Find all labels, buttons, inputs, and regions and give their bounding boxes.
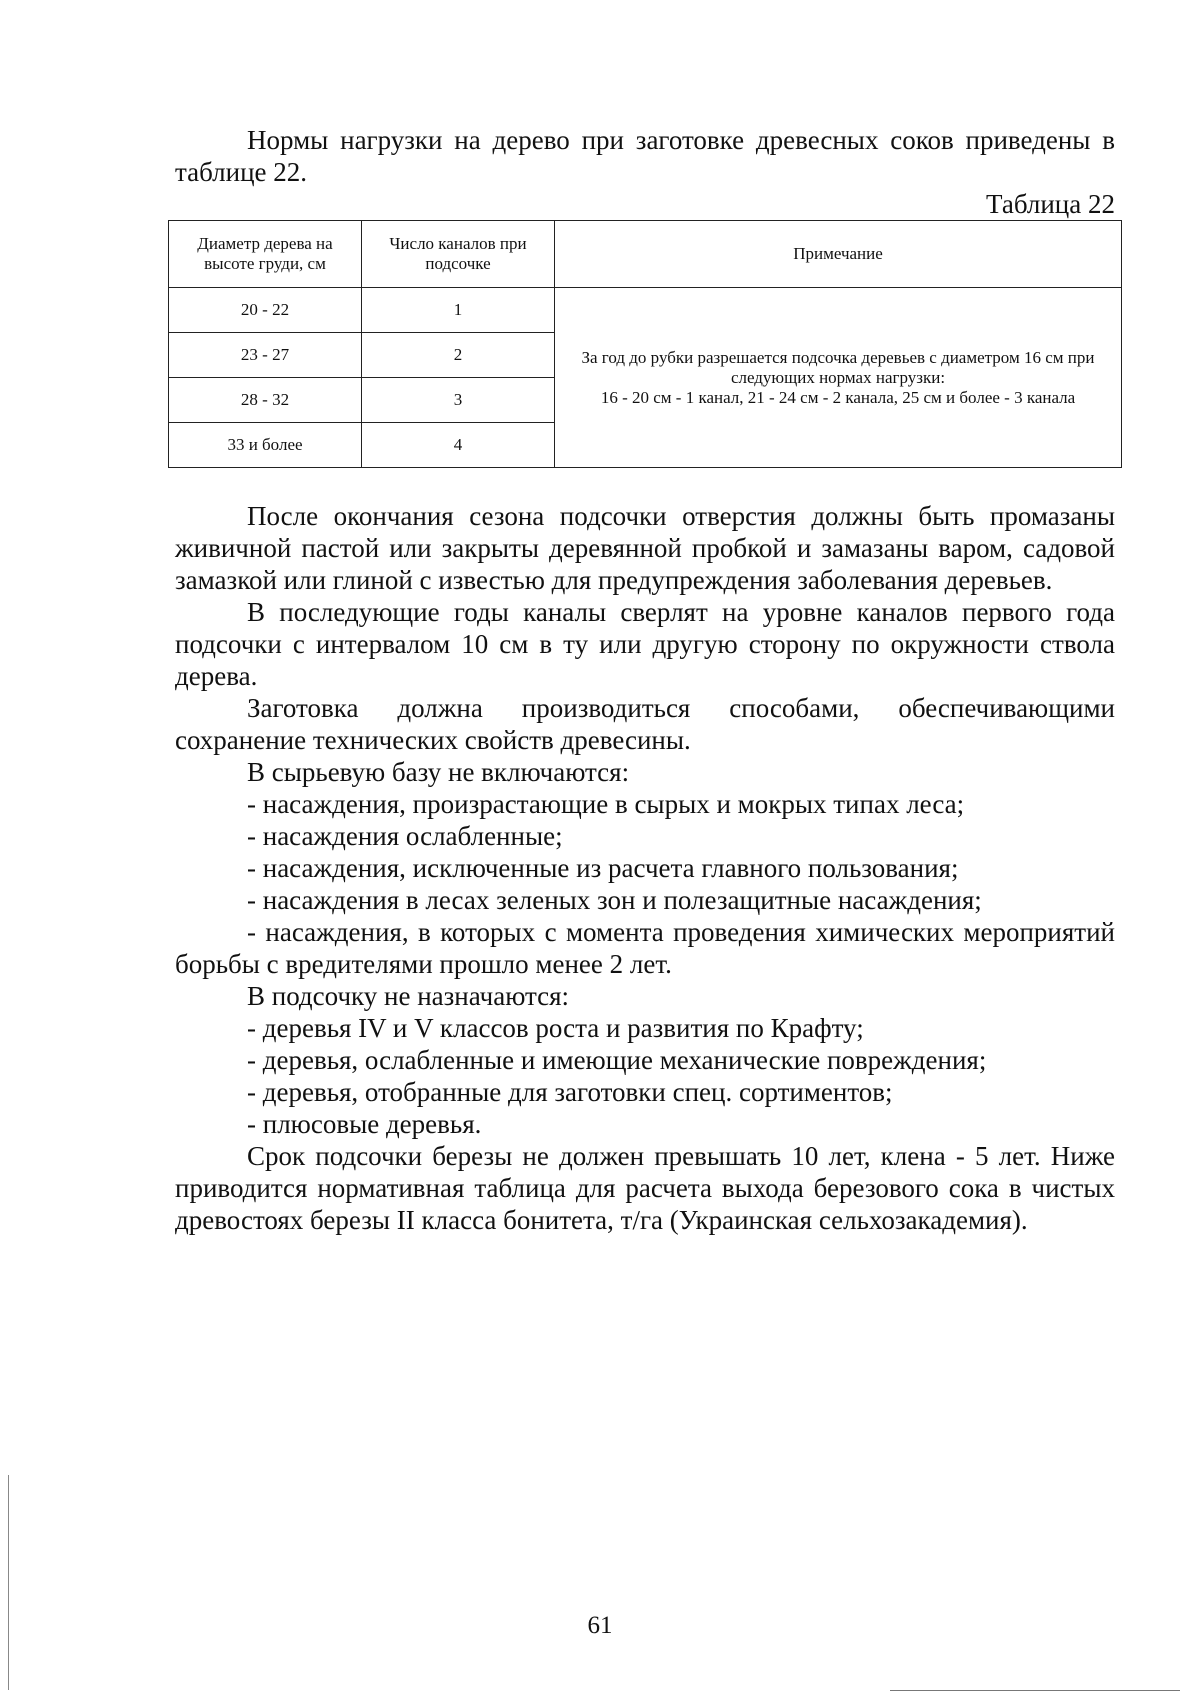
scan-edge-mark — [890, 1690, 1180, 1691]
paragraph: После окончания сезона подсочки отверстия должны быть промазаны живичной пастой или закрыты деревянной пробкой и замазаны варом, садовой замазкой или глиной с известью для предупреждения заболевания деревьев. — [175, 501, 1115, 595]
intro-paragraph — [175, 124, 1115, 188]
intro-text: Нормы нагрузки на дерево при заготовке древесных соков приведены в таблице 22. — [175, 125, 1115, 187]
list-item: - насаждения, произрастающие в сырых и мокрых типах леса; — [247, 789, 965, 819]
header-channels: Число каналов при подсочке — [362, 221, 555, 288]
table-header-row — [169, 221, 1122, 288]
page-number: 61 — [587, 1612, 613, 1639]
list-item: - насаждения, в которых с момента проведения химических мероприятий борьбы с вредителями прошло менее 2 лет. — [175, 917, 1115, 979]
cell-diameter: 20 - 22 — [169, 288, 362, 333]
list-item: - насаждения, исключенные из расчета главного пользования; — [247, 853, 959, 883]
note-line-1: За год до рубки разрешается подсочка деревьев с диаметром 16 см при следующих нормах нагрузки: — [581, 347, 1095, 387]
cell-note — [555, 288, 1122, 468]
cell-diameter: 23 - 27 — [169, 333, 362, 378]
table-row — [169, 288, 1122, 333]
list-heading: В подсочку не назначаются: — [247, 981, 570, 1011]
list-heading: В сырьевую базу не включаются: — [247, 757, 630, 787]
cell-channels: 2 — [362, 333, 555, 378]
list-item: - насаждения ослабленные; — [247, 821, 563, 851]
list-item: - плюсовые деревья. — [247, 1109, 482, 1139]
paragraph: В последующие годы каналы сверлят на уровне каналов первого года подсочки с интервалом 10 см в ту или другую сторону по окружности ствола дерева. — [175, 597, 1115, 691]
cell-diameter: 33 и более — [169, 423, 362, 468]
list-item: - деревья, ослабленные и имеющие механические повреждения; — [247, 1045, 987, 1075]
table-caption: Таблица 22 — [986, 189, 1115, 219]
cell-channels: 4 — [362, 423, 555, 468]
header-note: Примечание — [555, 221, 1122, 288]
body-text — [175, 500, 1115, 1236]
header-diameter: Диаметр дерева на высоте груди, см — [169, 221, 362, 288]
scan-edge-mark — [8, 1475, 9, 1690]
cell-channels: 3 — [362, 378, 555, 423]
note-line-2: 16 - 20 см - 1 канал, 21 - 24 см - 2 канала, 25 см и более - 3 канала — [600, 387, 1076, 407]
cell-diameter: 28 - 32 — [169, 378, 362, 423]
paragraph: Заготовка должна производиться способами, обеспечивающими сохранение технических свойств древесины. — [175, 693, 1115, 755]
paragraph: Срок подсочки березы не должен превышать 10 лет, клена - 5 лет. Ниже приводится нормативная таблица для расчета выхода березового сока в чистых древостоях березы II класса бонитета, т/га (Украинская сельхозакадемия). — [175, 1141, 1115, 1235]
cell-channels: 1 — [362, 288, 555, 333]
list-item: - насаждения в лесах зеленых зон и полезащитные насаждения; — [247, 885, 982, 915]
list-item: - деревья IV и V классов роста и развития по Крафту; — [247, 1013, 864, 1043]
table-22 — [168, 220, 1122, 468]
list-item: - деревья, отобранные для заготовки спец. сортиментов; — [247, 1077, 893, 1107]
